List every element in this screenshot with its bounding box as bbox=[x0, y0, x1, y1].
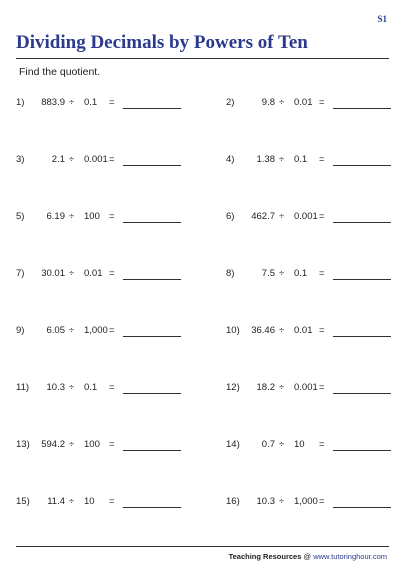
division-sign: ÷ bbox=[279, 325, 285, 336]
problem-item bbox=[16, 382, 186, 396]
answer-blank[interactable] bbox=[333, 336, 391, 337]
footer-divider bbox=[16, 546, 389, 547]
equals-sign: = bbox=[319, 154, 325, 165]
division-sign: ÷ bbox=[279, 382, 285, 393]
division-sign: ÷ bbox=[69, 268, 75, 279]
footer-separator: @ bbox=[303, 552, 312, 561]
problem-divisor: 1,000 bbox=[84, 325, 108, 336]
problem-dividend: 462.7 bbox=[251, 211, 275, 222]
problem-item bbox=[226, 439, 396, 453]
division-sign: ÷ bbox=[279, 439, 285, 450]
problem-divisor: 10 bbox=[84, 496, 95, 507]
problem-item bbox=[16, 439, 186, 453]
answer-blank[interactable] bbox=[333, 279, 391, 280]
answer-blank[interactable] bbox=[333, 450, 391, 451]
equals-sign: = bbox=[319, 97, 325, 108]
problem-dividend: 6.05 bbox=[46, 325, 65, 336]
problem-dividend: 2.1 bbox=[51, 154, 65, 165]
equals-sign: = bbox=[109, 496, 115, 507]
problem-dividend: 594.2 bbox=[41, 439, 65, 450]
answer-blank[interactable] bbox=[123, 393, 181, 394]
division-sign: ÷ bbox=[279, 496, 285, 507]
problem-divisor: 0.001 bbox=[84, 154, 108, 165]
problem-number: 11) bbox=[16, 382, 30, 393]
footer bbox=[229, 552, 387, 561]
problem-dividend: 9.8 bbox=[261, 97, 275, 108]
division-sign: ÷ bbox=[279, 97, 285, 108]
problem-item bbox=[16, 268, 186, 282]
equals-sign: = bbox=[319, 325, 325, 336]
footer-url[interactable]: www.tutoringhour.com bbox=[313, 552, 387, 561]
problem-item bbox=[226, 325, 396, 339]
answer-blank[interactable] bbox=[123, 507, 181, 508]
answer-blank[interactable] bbox=[333, 507, 391, 508]
division-sign: ÷ bbox=[69, 382, 75, 393]
problem-item bbox=[226, 97, 396, 111]
problem-item bbox=[16, 154, 186, 168]
sheet-id: S1 bbox=[377, 14, 387, 24]
answer-blank[interactable] bbox=[123, 108, 181, 109]
problem-number: 2) bbox=[226, 97, 235, 108]
problem-divisor: 10 bbox=[294, 439, 305, 450]
problem-dividend: 10.3 bbox=[256, 496, 275, 507]
division-sign: ÷ bbox=[279, 268, 285, 279]
worksheet-title: Dividing Decimals by Powers of Ten bbox=[16, 32, 308, 53]
equals-sign: = bbox=[109, 154, 115, 165]
instruction-text: Find the quotient. bbox=[19, 66, 101, 78]
problem-dividend: 0.7 bbox=[261, 439, 275, 450]
division-sign: ÷ bbox=[69, 154, 75, 165]
problem-item bbox=[16, 97, 186, 111]
division-sign: ÷ bbox=[69, 496, 75, 507]
problem-divisor: 0.1 bbox=[294, 154, 308, 165]
problem-number: 12) bbox=[226, 382, 240, 393]
division-sign: ÷ bbox=[69, 211, 75, 222]
equals-sign: = bbox=[109, 268, 115, 279]
problem-item bbox=[226, 382, 396, 396]
problem-dividend: 30.01 bbox=[41, 268, 65, 279]
problem-item bbox=[16, 211, 186, 225]
equals-sign: = bbox=[319, 268, 325, 279]
problem-number: 1) bbox=[16, 97, 25, 108]
problem-divisor: 0.1 bbox=[84, 382, 98, 393]
equals-sign: = bbox=[109, 439, 115, 450]
problem-item bbox=[226, 211, 396, 225]
problem-number: 10) bbox=[226, 325, 240, 336]
problem-dividend: 11.4 bbox=[47, 496, 65, 507]
problem-number: 9) bbox=[16, 325, 25, 336]
problem-number: 7) bbox=[16, 268, 25, 279]
problem-item bbox=[226, 154, 396, 168]
answer-blank[interactable] bbox=[123, 279, 181, 280]
problem-divisor: 0.1 bbox=[294, 268, 308, 279]
problem-dividend: 36.46 bbox=[251, 325, 275, 336]
problem-item bbox=[16, 325, 186, 339]
equals-sign: = bbox=[109, 211, 115, 222]
footer-label: Teaching Resources bbox=[228, 552, 302, 561]
problem-item bbox=[226, 496, 396, 510]
equals-sign: = bbox=[319, 496, 325, 507]
problem-number: 6) bbox=[226, 211, 235, 222]
problem-number: 13) bbox=[16, 439, 30, 450]
equals-sign: = bbox=[109, 97, 115, 108]
equals-sign: = bbox=[319, 211, 325, 222]
equals-sign: = bbox=[109, 382, 115, 393]
problem-number: 4) bbox=[226, 154, 235, 165]
problem-number: 15) bbox=[16, 496, 30, 507]
equals-sign: = bbox=[319, 382, 325, 393]
problem-dividend: 1.38 bbox=[256, 154, 275, 165]
division-sign: ÷ bbox=[279, 154, 285, 165]
division-sign: ÷ bbox=[69, 439, 75, 450]
problem-dividend: 7.5 bbox=[261, 268, 275, 279]
problem-divisor: 0.001 bbox=[294, 211, 318, 222]
equals-sign: = bbox=[109, 325, 115, 336]
problem-divisor: 0.01 bbox=[294, 97, 313, 108]
problem-number: 3) bbox=[16, 154, 25, 165]
division-sign: ÷ bbox=[279, 211, 285, 222]
division-sign: ÷ bbox=[69, 97, 75, 108]
answer-blank[interactable] bbox=[333, 165, 391, 166]
problem-divisor: 0.01 bbox=[294, 325, 313, 336]
equals-sign: = bbox=[319, 439, 325, 450]
answer-blank[interactable] bbox=[123, 165, 181, 166]
problem-divisor: 0.001 bbox=[294, 382, 318, 393]
problem-divisor: 100 bbox=[84, 211, 100, 222]
problem-dividend: 10.3 bbox=[46, 382, 65, 393]
problem-number: 5) bbox=[16, 211, 25, 222]
answer-blank[interactable] bbox=[123, 336, 181, 337]
answer-blank[interactable] bbox=[333, 108, 391, 109]
problem-dividend: 18.2 bbox=[256, 382, 275, 393]
problem-number: 8) bbox=[226, 268, 235, 279]
problem-divisor: 1,000 bbox=[294, 496, 318, 507]
problem-number: 16) bbox=[226, 496, 240, 507]
division-sign: ÷ bbox=[69, 325, 75, 336]
answer-blank[interactable] bbox=[123, 450, 181, 451]
answer-blank[interactable] bbox=[123, 222, 181, 223]
problem-dividend: 6.19 bbox=[46, 211, 65, 222]
problem-dividend: 883.9 bbox=[41, 97, 65, 108]
problem-divisor: 0.01 bbox=[84, 268, 103, 279]
answer-blank[interactable] bbox=[333, 222, 391, 223]
problem-number: 14) bbox=[226, 439, 240, 450]
problem-divisor: 0.1 bbox=[84, 97, 98, 108]
problem-item bbox=[226, 268, 396, 282]
problem-item bbox=[16, 496, 186, 510]
problem-divisor: 100 bbox=[84, 439, 100, 450]
answer-blank[interactable] bbox=[333, 393, 391, 394]
